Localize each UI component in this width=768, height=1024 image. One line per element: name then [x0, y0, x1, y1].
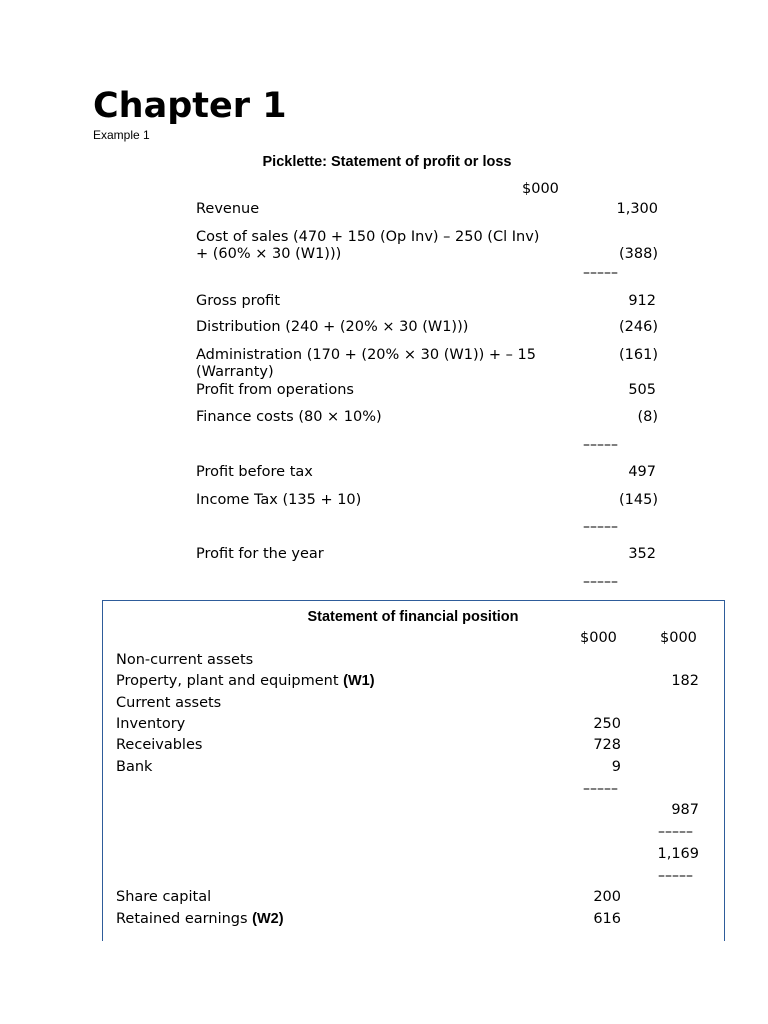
- gross-profit-label: Gross profit: [196, 293, 281, 309]
- sfp-col1-header: $000: [580, 630, 617, 646]
- current-assets-total: 987: [671, 802, 699, 818]
- cost-of-sales-label-line2: + (60% × 30 (W1))): [196, 246, 342, 262]
- sfp-col2-header: $000: [660, 630, 697, 646]
- pl-rule-1: –––––: [583, 265, 618, 281]
- administration-value: (161): [619, 347, 658, 363]
- sfp-rule-3: –––––: [658, 868, 693, 884]
- total-assets-value: 1,169: [657, 846, 699, 862]
- receivables-value: 728: [593, 737, 621, 753]
- bank-label: Bank: [116, 759, 153, 775]
- distribution-label: Distribution (240 + (20% × 30 (W1))): [196, 319, 469, 335]
- pl-rule-3: –––––: [583, 519, 618, 535]
- chapter-title: Chapter 1: [93, 86, 287, 126]
- revenue-label: Revenue: [196, 201, 260, 217]
- profit-for-year-label: Profit for the year: [196, 546, 324, 562]
- pl-rule-4: –––––: [583, 574, 618, 590]
- income-tax-label: Income Tax (135 + 10): [196, 492, 362, 508]
- pl-column-header: $000: [522, 181, 559, 197]
- share-capital-value: 200: [593, 889, 621, 905]
- profit-from-operations-label: Profit from operations: [196, 382, 354, 398]
- retained-earnings-label-text: Retained earnings: [116, 911, 248, 927]
- ppe-label: [116, 673, 375, 689]
- gross-profit-value: 912: [628, 293, 656, 309]
- retained-earnings-value: 616: [593, 911, 621, 927]
- income-tax-value: (145): [619, 492, 658, 508]
- sfp-rule-1: –––––: [583, 781, 618, 797]
- retained-earnings-ref: (W2): [252, 911, 284, 927]
- sfp-rule-2: –––––: [658, 824, 693, 840]
- pl-title: Picklette: Statement of profit or loss: [262, 154, 512, 170]
- administration-label-line1: Administration (170 + (20% × 30 (W1)) + – 15: [196, 347, 536, 363]
- ppe-label-text: Property, plant and equipment: [116, 673, 339, 689]
- sfp-title: Statement of financial position: [307, 609, 519, 625]
- administration-label-line2: (Warranty): [196, 364, 274, 380]
- current-assets-label: Current assets: [116, 695, 222, 711]
- finance-costs-value: (8): [637, 409, 658, 425]
- inventory-value: 250: [593, 716, 621, 732]
- profit-from-operations-value: 505: [628, 382, 656, 398]
- example-label: Example 1: [93, 128, 150, 142]
- revenue-value: 1,300: [616, 201, 658, 217]
- distribution-value: (246): [619, 319, 658, 335]
- inventory-label: Inventory: [116, 716, 186, 732]
- profit-before-tax-label: Profit before tax: [196, 464, 313, 480]
- ppe-ref: (W1): [343, 673, 375, 689]
- profit-for-year-value: 352: [628, 546, 656, 562]
- ppe-value: 182: [671, 673, 699, 689]
- finance-costs-label: Finance costs (80 × 10%): [196, 409, 382, 425]
- receivables-label: Receivables: [116, 737, 203, 753]
- non-current-assets-label: Non-current assets: [116, 652, 254, 668]
- cost-of-sales-label-line1: Cost of sales (470 + 150 (Op Inv) – 250 (Cl Inv): [196, 229, 540, 245]
- pl-rule-2: –––––: [583, 437, 618, 453]
- profit-before-tax-value: 497: [628, 464, 656, 480]
- cost-of-sales-value: (388): [619, 246, 658, 262]
- retained-earnings-label: [116, 911, 284, 927]
- bank-value: 9: [611, 759, 621, 775]
- share-capital-label: Share capital: [116, 889, 212, 905]
